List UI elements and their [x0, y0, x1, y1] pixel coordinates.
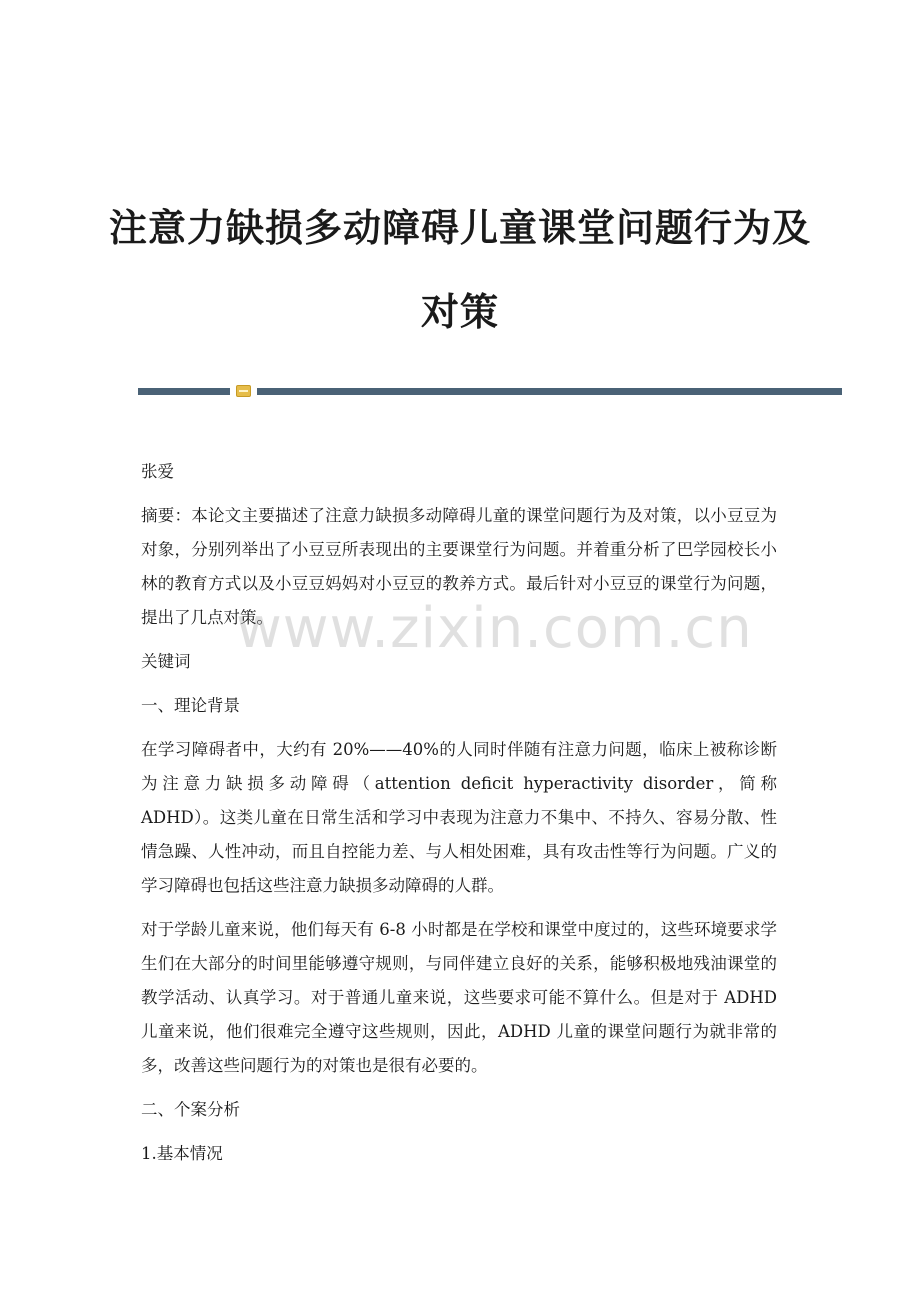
divider-bar-right [257, 388, 842, 395]
abstract-paragraph: 摘要：本论文主要描述了注意力缺损多动障碍儿童的课堂问题行为及对策，以小豆豆为对象，分别列举出了小豆豆所表现出的主要课堂行为问题。并着重分析了巴学园校长小林的教育方式以及小豆豆妈妈对小豆豆的教养方式。最后针对小豆豆的课堂行为问题，提出了几点对策。 [141, 506, 777, 627]
document-body [141, 455, 777, 1181]
watermark: www.zixin.com.cn [236, 596, 753, 661]
subsection-heading-basic: 1.基本情况 [141, 1144, 223, 1163]
author: 张爱 [141, 462, 174, 481]
title-divider [138, 384, 842, 398]
divider-ornament-icon [236, 385, 251, 397]
section-heading-theory: 一、理论背景 [141, 696, 240, 715]
keywords-label: 关键词 [141, 652, 191, 671]
theory-paragraph-1: 在学习障碍者中，大约有 20%——40%的人同时伴随有注意力问题，临床上被称诊断为注意力缺损多动障碍（attention deficit hyperactivity disorder，简称 ADHD）。这类儿童在日常生活和学习中表现为注意力不集中、不持久、容易分散、性情急躁、人性冲动，而且自控能力差、与人相处困难，具有攻击性等行为问题。广义的学习障碍也包括这些注意力缺损多动障碍的人群。 [141, 740, 777, 895]
theory-paragraph-2: 对于学龄儿童来说，他们每天有 6-8 小时都是在学校和课堂中度过的，这些环境要求学生们在大部分的时间里能够遵守规则，与同伴建立良好的关系，能够积极地残油课堂的教学活动、认真学习。对于普通儿童来说，这些要求可能不算什么。但是对于 ADHD 儿童来说，他们很难完全遵守这些规则，因此，ADHD 儿童的课堂问题行为就非常的多，改善这些问题行为的对策也是很有必要的。 [141, 920, 777, 1075]
document-title: 注意力缺损多动障碍儿童课堂问题行为及对策 [108, 206, 811, 334]
divider-bar-left [138, 388, 230, 395]
section-heading-case: 二、个案分析 [141, 1100, 240, 1119]
